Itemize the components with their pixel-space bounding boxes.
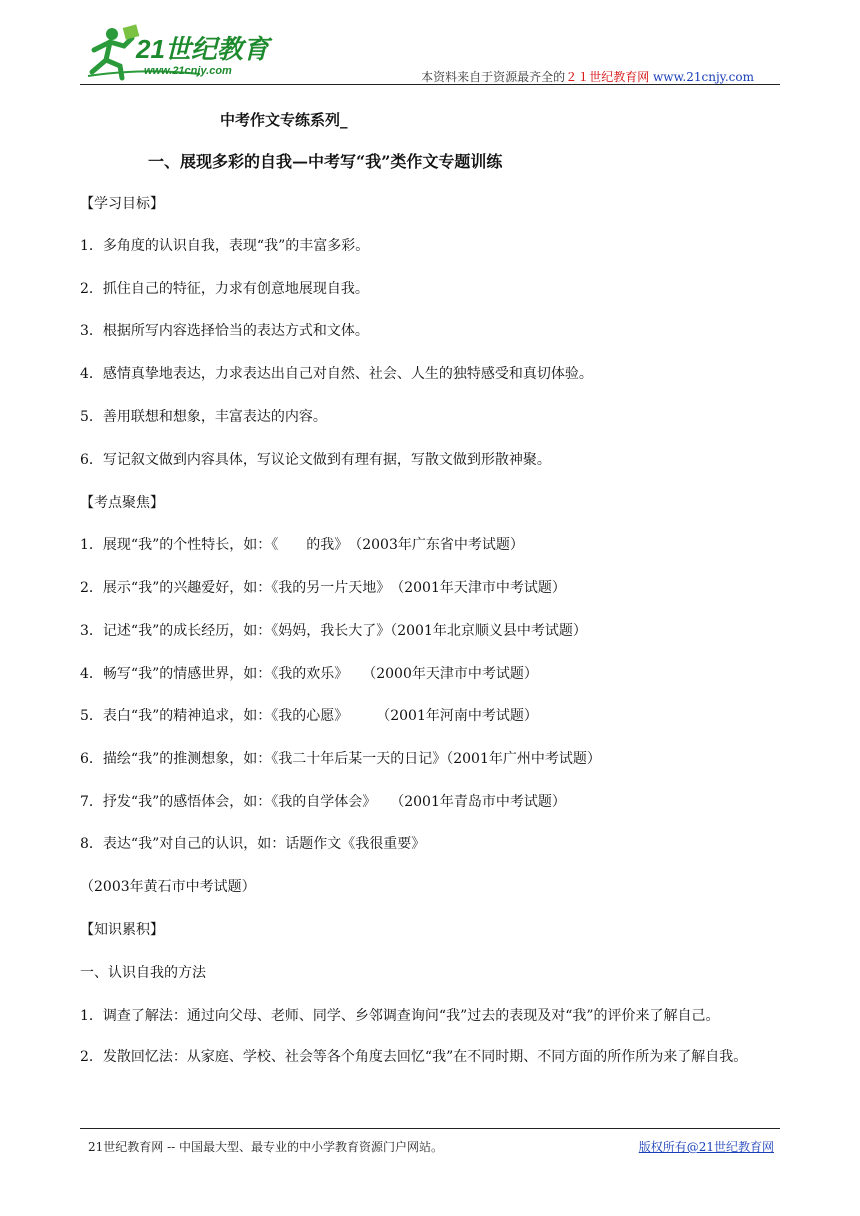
knowledge-subheading: 一、认识自我的方法 bbox=[80, 965, 206, 981]
goal-item: 2．抓住自己的特征，力求有创意地展现自我。 bbox=[80, 281, 369, 297]
focus-item: 2．展示“我”的兴趣爱好，如：《我的另一片天地》 （2001年天津市中考试题） bbox=[80, 580, 566, 596]
footer-tagline: 21世纪教育网 -- 中国最大型、最专业的中小学教育资源门户网站。 bbox=[88, 1140, 444, 1154]
goal-item: 5．善用联想和想象，丰富表达的内容。 bbox=[80, 409, 327, 425]
goals-heading: 【学习目标】 bbox=[80, 196, 164, 212]
page-header bbox=[80, 24, 780, 86]
focus-item: 6．描绘“我”的推测想象，如：《我二十年后某一天的日记》（2001年广州中考试题） bbox=[80, 751, 601, 767]
focus-item: 7．抒发“我”的感悟体会，如：《我的自学体会》 （2001年青岛市中考试题） bbox=[80, 794, 566, 810]
focus-item: （2003年黄石市中考试题） bbox=[80, 879, 256, 895]
footer-copyright-link[interactable]: 版权所有@21世纪教育网 bbox=[638, 1140, 774, 1154]
focus-item: 3．记述“我”的成长经历，如：《妈妈，我长大了》（2001年北京顺义县中考试题） bbox=[80, 623, 587, 639]
header-note-site: ２１世纪教育网 bbox=[565, 70, 650, 84]
site-logo[interactable] bbox=[80, 24, 320, 84]
header-divider bbox=[80, 84, 780, 85]
goal-item: 3．根据所写内容选择恰当的表达方式和文体。 bbox=[80, 323, 369, 339]
series-title: 中考作文专练系列_ bbox=[220, 111, 348, 129]
footer-divider bbox=[80, 1128, 780, 1129]
focus-heading: 【考点聚焦】 bbox=[80, 495, 164, 511]
logo-url: www.21cnjy.com bbox=[144, 65, 232, 77]
knowledge-item: 2．发散回忆法：从家庭、学校、社会等各个角度去回忆“我”在不同时期、不同方面的所作所为来了解自我。 bbox=[80, 1049, 748, 1065]
goal-item: 6．写记叙文做到内容具体，写议论文做到有理有据，写散文做到形散神聚。 bbox=[80, 452, 551, 468]
focus-item: 1．展现“我”的个性特长，如：《 的我》 （2003年广东省中考试题） bbox=[80, 537, 524, 553]
header-note-prefix: 本资料来自于资源最齐全的 bbox=[421, 70, 566, 84]
goal-item: 4．感情真挚地表达，力求表达出自己对自然、社会、人生的独特感受和真切体验。 bbox=[80, 366, 593, 382]
knowledge-item: 1．调查了解法：通过向父母、老师、同学、乡邻调查询问“我”过去的表现及对“我”的评价来了解自己。 bbox=[80, 1008, 720, 1024]
logo-graphic bbox=[80, 24, 320, 84]
header-note bbox=[421, 68, 754, 85]
goal-item: 1．多角度的认识自我，表现“我”的丰富多彩。 bbox=[80, 238, 370, 254]
main-title: 一、展现多彩的自我—中考写“我”类作文专题训练 bbox=[148, 152, 503, 171]
focus-item: 8．表达“我”对自己的认识，如：话题作文《我很重要》 bbox=[80, 836, 426, 852]
logo-text: 21世纪教育 bbox=[136, 34, 269, 64]
focus-item: 4．畅写“我”的情感世界，如：《我的欢乐》 （2000年天津市中考试题） bbox=[80, 666, 538, 682]
focus-item: 5．表白“我”的精神追求，如：《我的心愿》 （2001年河南中考试题） bbox=[80, 708, 538, 724]
knowledge-heading: 【知识累积】 bbox=[80, 922, 164, 938]
header-note-url[interactable]: www.21cnjy.com bbox=[653, 70, 754, 84]
